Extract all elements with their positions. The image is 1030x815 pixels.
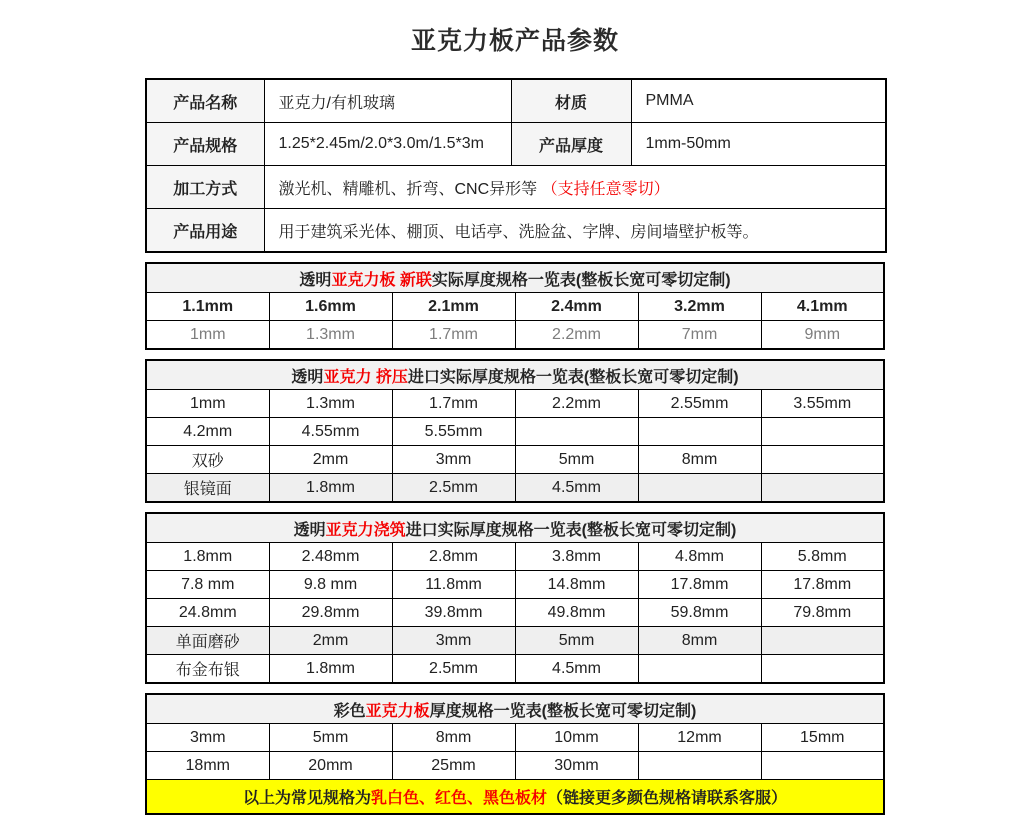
spec-cell: 9mm [761, 321, 884, 350]
spec-cell: 15mm [761, 724, 884, 752]
spec-cell: 18mm [146, 752, 269, 780]
spec-cell: 8mm [638, 627, 761, 655]
spec-cell: 1.8mm [269, 474, 392, 503]
text-segment: 进口实际厚度规格一览表(整板长宽可零切定制) [407, 368, 739, 386]
spec-cell: 3mm [146, 724, 269, 752]
spec-cell: 8mm [392, 724, 515, 752]
spec-cell-empty [761, 655, 884, 684]
info-value [264, 123, 511, 166]
spec-cell: 2mm [269, 446, 392, 474]
spec-table-transparent-extruded [145, 359, 885, 503]
spec-cell: 1.7mm [392, 321, 515, 350]
spec-cell: 1.6mm [269, 293, 392, 321]
info-row [146, 123, 886, 166]
info-value [631, 123, 886, 166]
spec-table-transparent-xinlian [145, 262, 885, 350]
spec-row [146, 293, 884, 321]
spec-cell: 5.55mm [392, 418, 515, 446]
spec-cell-empty [638, 474, 761, 503]
text-segment: 1mm-50mm [645, 135, 731, 152]
spec-cell: 25mm [392, 752, 515, 780]
spec-cell: 4.1mm [761, 293, 884, 321]
spec-cell: 2.5mm [392, 474, 515, 503]
text-segment: 实际厚度规格一览表(整板长宽可零切定制) [431, 271, 731, 289]
highlight-red-text: 亚克力 挤压 [323, 368, 408, 386]
spec-row [146, 655, 884, 684]
spec-row [146, 599, 884, 627]
spec-row [146, 321, 884, 350]
spec-row [146, 752, 884, 780]
spec-cell-empty [761, 418, 884, 446]
spec-cell: 2.4mm [515, 293, 638, 321]
spec-row [146, 446, 884, 474]
spec-cell: 4.8mm [638, 543, 761, 571]
text-segment: 进口实际厚度规格一览表(整板长宽可零切定制) [405, 521, 737, 539]
text-segment: 以上为常见规格为 [242, 790, 371, 807]
spec-cell-empty [638, 418, 761, 446]
info-label: 产品规格 [146, 123, 264, 166]
spec-cell: 59.8mm [638, 599, 761, 627]
spec-cell: 1mm [146, 321, 269, 350]
info-label: 材质 [511, 79, 631, 123]
spec-cell: 39.8mm [392, 599, 515, 627]
text-segment: PMMA [645, 92, 694, 109]
text-segment: 厚度规格一览表(整板长宽可零切定制) [429, 702, 697, 720]
spec-cell: 5mm [269, 724, 392, 752]
spec-row [146, 390, 884, 418]
spec-row [146, 543, 884, 571]
spec-cell: 8mm [638, 446, 761, 474]
spec-cell: 1.8mm [146, 543, 269, 571]
spec-table-header-row [146, 513, 884, 543]
text-segment: 用于建筑采光体、棚顶、电话亭、洗脸盆、字牌、房间墙壁护板等。 [278, 223, 759, 241]
spec-cell: 7mm [638, 321, 761, 350]
spec-cell: 2.1mm [392, 293, 515, 321]
info-row [146, 166, 886, 209]
spec-cell: 3mm [392, 627, 515, 655]
spec-cell: 单面磨砂 [146, 627, 269, 655]
spec-cell: 10mm [515, 724, 638, 752]
spec-cell: 1.3mm [269, 390, 392, 418]
spec-cell: 79.8mm [761, 599, 884, 627]
spec-cell: 双砂 [146, 446, 269, 474]
spec-cell: 3.2mm [638, 293, 761, 321]
spec-cell: 14.8mm [515, 571, 638, 599]
info-value [264, 166, 886, 209]
spec-table-header-row [146, 694, 884, 724]
spec-cell: 1.3mm [269, 321, 392, 350]
spec-cell: 5mm [515, 627, 638, 655]
spec-cell: 24.8mm [146, 599, 269, 627]
spec-cell: 5mm [515, 446, 638, 474]
product-info-table [145, 78, 887, 253]
spec-cell: 3mm [392, 446, 515, 474]
highlight-red-text: 亚克力板 [365, 702, 430, 720]
spec-table-title [146, 513, 884, 543]
spec-cell: 2.48mm [269, 543, 392, 571]
info-value [264, 79, 511, 123]
spec-cell-empty [761, 474, 884, 503]
spec-table-header-row [146, 360, 884, 390]
spec-cell: 3.55mm [761, 390, 884, 418]
spec-row [146, 627, 884, 655]
info-label: 加工方式 [146, 166, 264, 209]
spec-cell-empty [638, 655, 761, 684]
spec-cell: 49.8mm [515, 599, 638, 627]
highlight-red-text: 乳白色、红色、黑色板材 [370, 790, 547, 807]
spec-cell: 5.8mm [761, 543, 884, 571]
spec-cell: 17.8mm [761, 571, 884, 599]
spec-cell: 4.5mm [515, 474, 638, 503]
spec-cell: 4.5mm [515, 655, 638, 684]
spec-row [146, 571, 884, 599]
text-segment: （链接更多颜色规格请联系客服） [547, 790, 788, 807]
highlight-red-text: （支持任意零切） [541, 180, 670, 198]
spec-cell: 布金布银 [146, 655, 269, 684]
spec-table-title [146, 694, 884, 724]
spec-cell: 1.7mm [392, 390, 515, 418]
spec-cell-empty [761, 627, 884, 655]
footer-note-row [146, 780, 884, 815]
spec-table-title [146, 263, 884, 293]
spec-cell: 3.8mm [515, 543, 638, 571]
highlight-red-text: 亚克力板 新联 [331, 271, 432, 289]
spec-cell: 2mm [269, 627, 392, 655]
info-value [264, 209, 886, 253]
info-row [146, 209, 886, 253]
highlight-red-text: 亚克力浇筑 [325, 521, 406, 539]
spec-tables-container [145, 262, 885, 815]
spec-cell: 4.55mm [269, 418, 392, 446]
spec-row [146, 418, 884, 446]
text-segment: 1.25*2.45m/2.0*3.0m/1.5*3m [278, 135, 484, 152]
product-spec-sheet [145, 0, 885, 815]
spec-table-transparent-cast [145, 512, 885, 684]
spec-row [146, 724, 884, 752]
spec-cell: 2.55mm [638, 390, 761, 418]
text-segment: 透明 [293, 521, 326, 539]
spec-cell: 17.8mm [638, 571, 761, 599]
spec-table-title [146, 360, 884, 390]
spec-cell: 1mm [146, 390, 269, 418]
spec-cell: 2.5mm [392, 655, 515, 684]
info-label: 产品厚度 [511, 123, 631, 166]
info-label: 产品名称 [146, 79, 264, 123]
spec-cell: 1.1mm [146, 293, 269, 321]
footer-note [146, 780, 884, 815]
spec-table-colored [145, 693, 885, 815]
spec-cell: 1.8mm [269, 655, 392, 684]
spec-cell-empty [515, 418, 638, 446]
info-value [631, 79, 886, 123]
page-title: 亚克力板产品参数 [410, 27, 619, 55]
text-segment: 透明 [299, 271, 332, 289]
spec-cell: 29.8mm [269, 599, 392, 627]
spec-cell: 2.8mm [392, 543, 515, 571]
spec-cell: 12mm [638, 724, 761, 752]
spec-cell: 2.2mm [515, 321, 638, 350]
spec-cell-empty [761, 446, 884, 474]
spec-row [146, 474, 884, 503]
spec-cell: 7.8 mm [146, 571, 269, 599]
spec-cell: 11.8mm [392, 571, 515, 599]
text-segment: 透明 [291, 368, 324, 386]
info-row [146, 79, 886, 123]
text-segment: 彩色 [333, 702, 366, 720]
spec-cell-empty [761, 752, 884, 780]
spec-cell: 30mm [515, 752, 638, 780]
spec-cell: 4.2mm [146, 418, 269, 446]
spec-cell-empty [638, 752, 761, 780]
spec-cell: 20mm [269, 752, 392, 780]
spec-cell: 2.2mm [515, 390, 638, 418]
info-label: 产品用途 [146, 209, 264, 253]
text-segment: 激光机、精雕机、折弯、CNC异形等 [278, 180, 542, 198]
spec-cell: 9.8 mm [269, 571, 392, 599]
spec-table-header-row [146, 263, 884, 293]
text-segment: 亚克力/有机玻璃 [278, 94, 395, 112]
spec-cell: 银镜面 [146, 474, 269, 503]
